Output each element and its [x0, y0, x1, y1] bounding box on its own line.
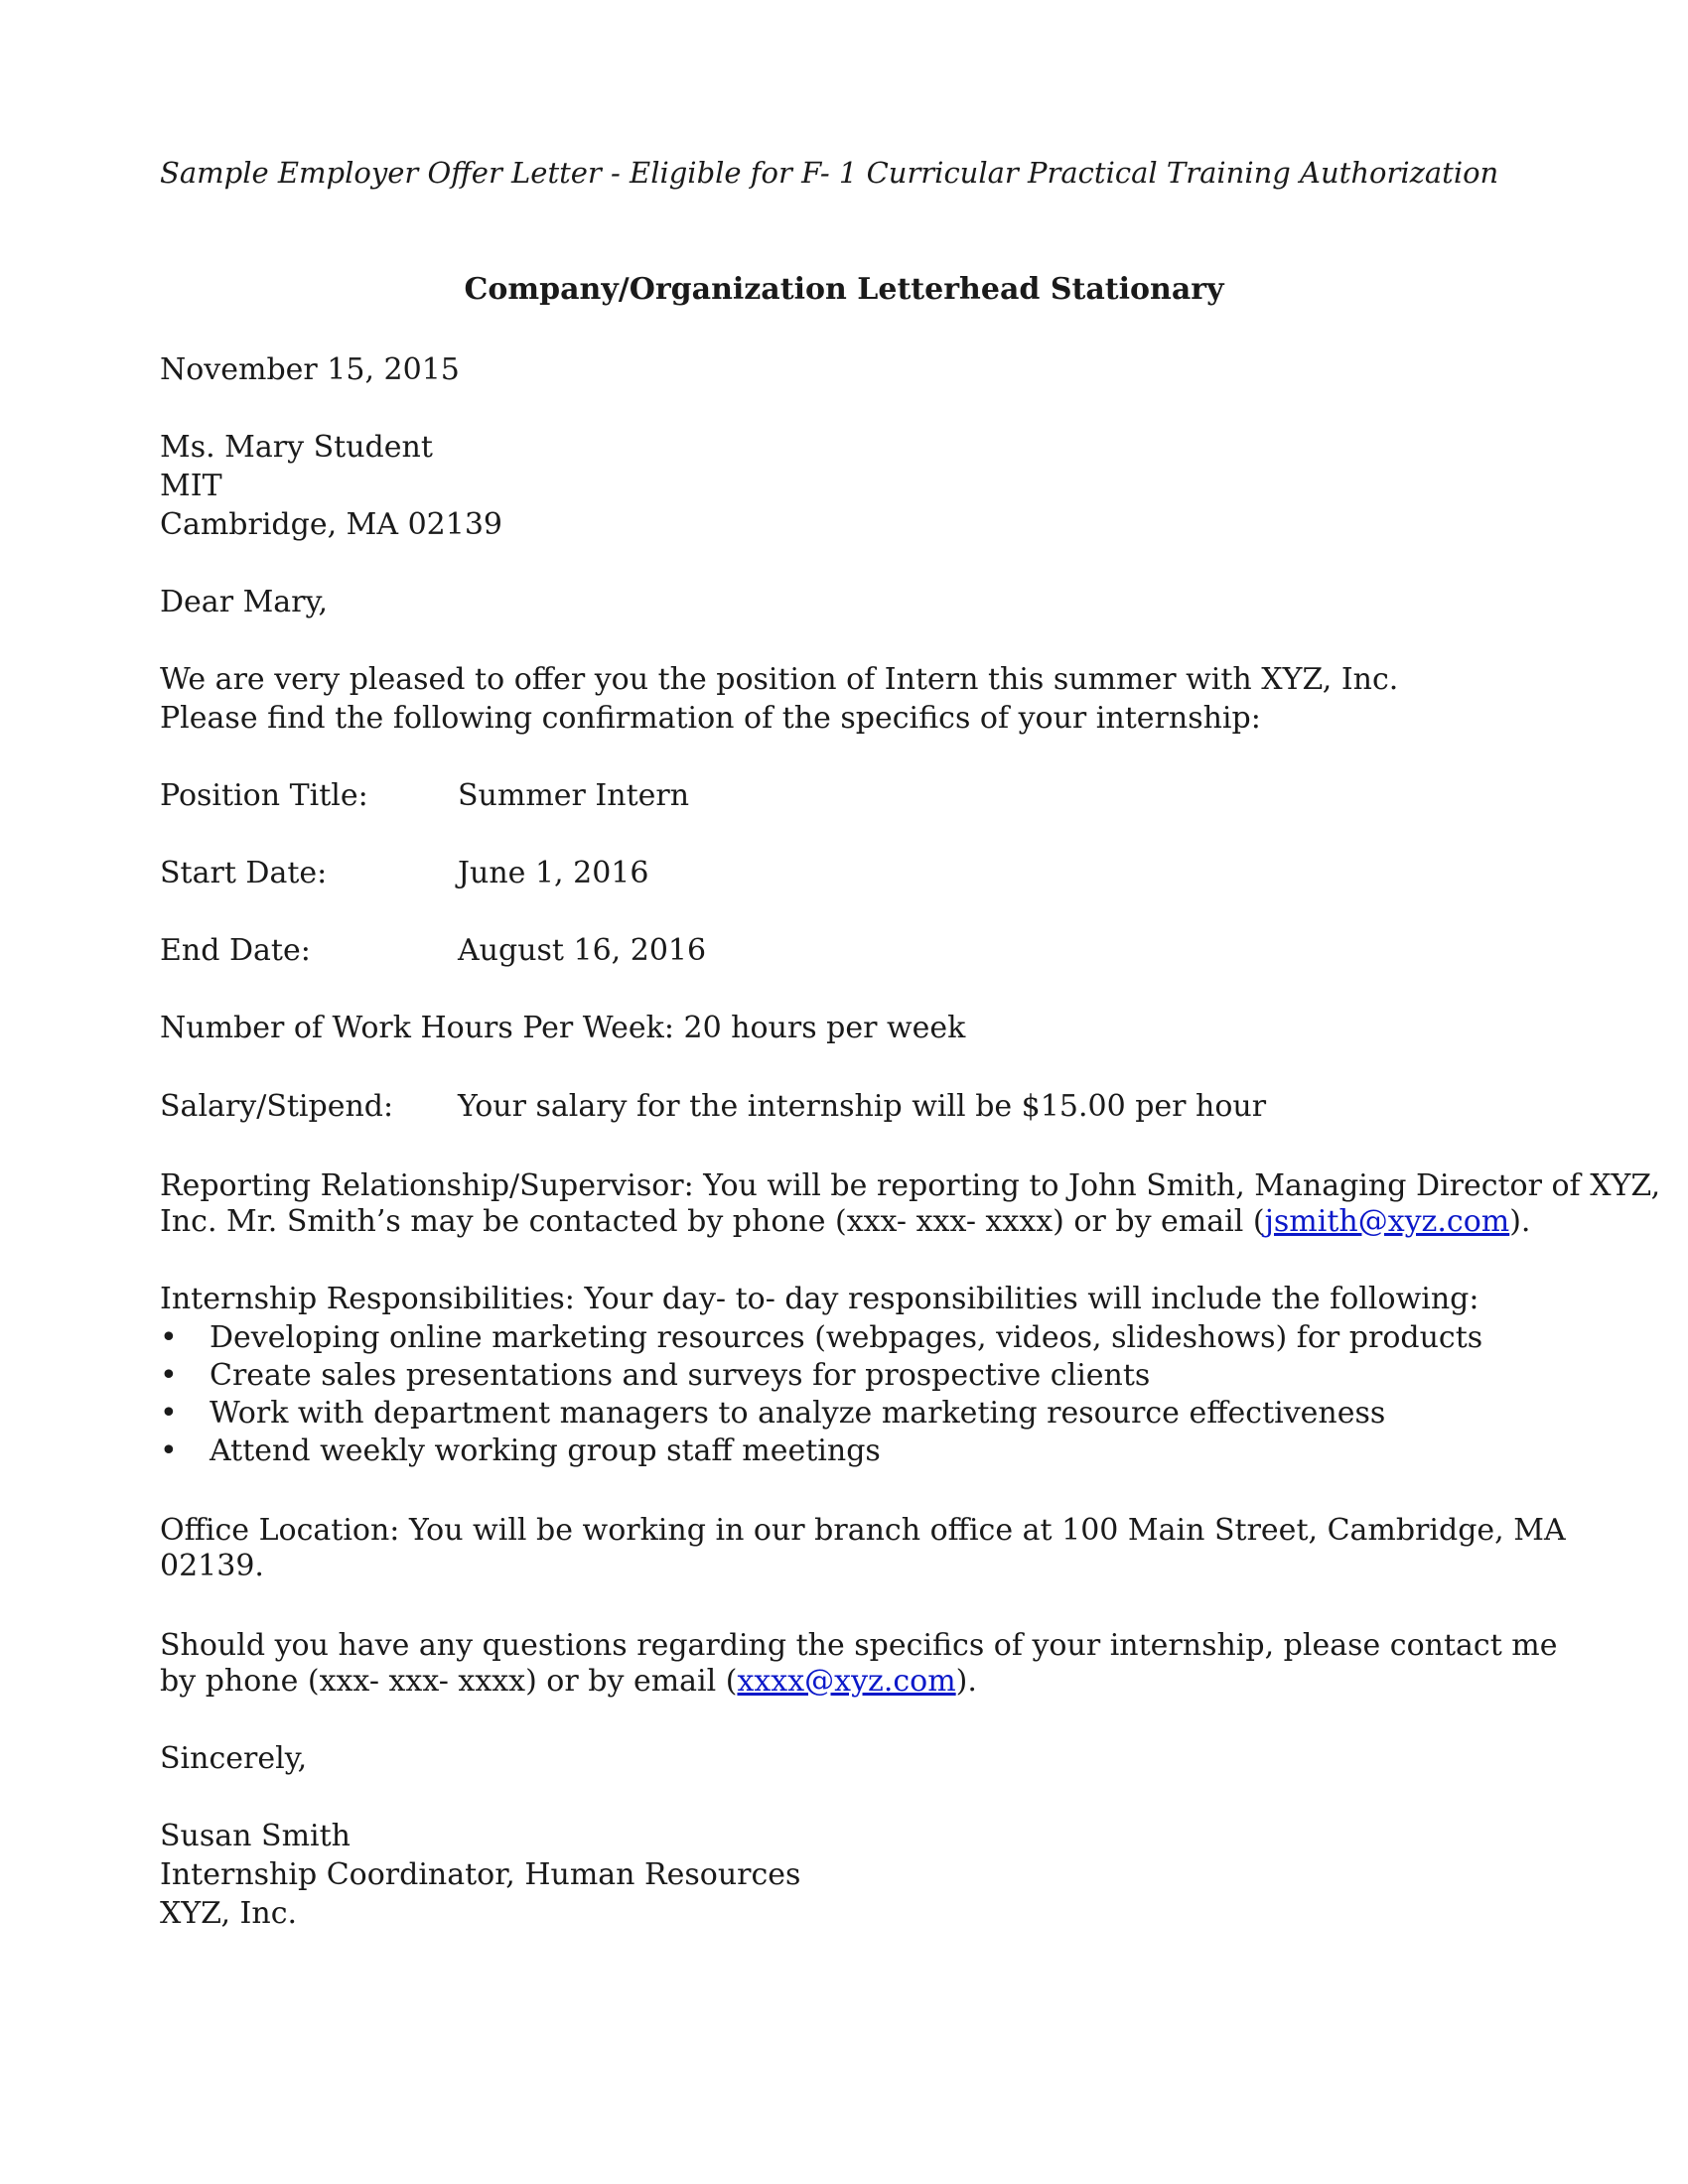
- supervisor-email-link[interactable]: jsmith@xyz.com: [1264, 1204, 1510, 1239]
- contact-email-link[interactable]: xxxx@xyz.com: [737, 1664, 956, 1699]
- list-item-text: Attend weekly working group staff meetings: [210, 1433, 881, 1468]
- signer-name: Susan Smith: [160, 1819, 351, 1853]
- start-date-value: June 1, 2016: [458, 856, 649, 890]
- position-value: Summer Intern: [458, 778, 690, 813]
- bullet-icon: •: [160, 1433, 178, 1468]
- list-item-text: Work with department managers to analyze marketing resource effectiveness: [210, 1396, 1386, 1431]
- signer-title: Internship Coordinator, Human Resources: [160, 1857, 801, 1892]
- reporting-line-2: [160, 1204, 1530, 1240]
- start-date-row: [160, 856, 648, 891]
- end-date-row: [160, 933, 706, 969]
- questions-text-end: ).: [955, 1664, 977, 1699]
- list-item: [160, 1320, 1482, 1356]
- responsibilities-intro: Internship Responsibilities: Your day- to- day responsibilities will include the following:: [160, 1282, 1479, 1316]
- recipient-org: MIT: [160, 469, 222, 503]
- bullet-icon: •: [160, 1396, 178, 1431]
- letter-date: November 15, 2015: [160, 352, 460, 387]
- salary-label: Salary/Stipend:: [160, 1089, 394, 1124]
- salutation: Dear Mary,: [160, 585, 329, 619]
- end-date-value: August 16, 2016: [458, 933, 707, 968]
- reporting-line-1: Reporting Relationship/Supervisor: You will be reporting to John Smith, Managing Director of XYZ,: [160, 1168, 1661, 1203]
- reporting-text: Inc. Mr. Smith’s may be contacted by phone (xxx- xxx- xxxx) or by email (: [160, 1204, 1265, 1239]
- recipient-city: Cambridge, MA 02139: [160, 507, 503, 542]
- intro-line-2: Please find the following confirmation of the specifics of your internship:: [160, 701, 1261, 736]
- list-item: [160, 1433, 881, 1469]
- list-item-text: Developing online marketing resources (webpages, videos, slideshows) for products: [210, 1320, 1483, 1355]
- salary-row: [160, 1089, 1266, 1125]
- list-item: [160, 1396, 1385, 1432]
- questions-text: by phone (xxx- xxx- xxxx) or by email (: [160, 1664, 738, 1699]
- questions-line-2: [160, 1664, 977, 1700]
- bullet-icon: •: [160, 1320, 178, 1355]
- list-item-text: Create sales presentations and surveys for prospective clients: [210, 1358, 1151, 1393]
- closing: Sincerely,: [160, 1741, 308, 1776]
- work-hours: Number of Work Hours Per Week: 20 hours per week: [160, 1011, 966, 1045]
- reporting-text-end: ).: [1509, 1204, 1531, 1239]
- start-date-label: Start Date:: [160, 856, 328, 890]
- position-label: Position Title:: [160, 778, 368, 813]
- recipient-name: Ms. Mary Student: [160, 430, 433, 465]
- questions-line-1: Should you have any questions regarding the specifics of your internship, please contact me: [160, 1628, 1558, 1663]
- end-date-label: End Date:: [160, 933, 311, 968]
- salary-value: Your salary for the internship will be $15.00 per hour: [458, 1089, 1267, 1124]
- signer-company: XYZ, Inc.: [160, 1896, 298, 1931]
- letterhead-title: Company/Organization Letterhead Stationary: [464, 272, 1224, 307]
- bullet-icon: •: [160, 1358, 178, 1393]
- list-item: [160, 1358, 1150, 1394]
- sample-note: Sample Employer Offer Letter - Eligible for F- 1 Curricular Practical Training Authorization: [160, 156, 1499, 190]
- intro-line-1: We are very pleased to offer you the position of Intern this summer with XYZ, Inc.: [160, 662, 1399, 697]
- position-row: [160, 778, 689, 814]
- office-line-1: Office Location: You will be working in our branch office at 100 Main Street, Cambridge, MA: [160, 1513, 1566, 1548]
- office-line-2: 02139.: [160, 1549, 264, 1583]
